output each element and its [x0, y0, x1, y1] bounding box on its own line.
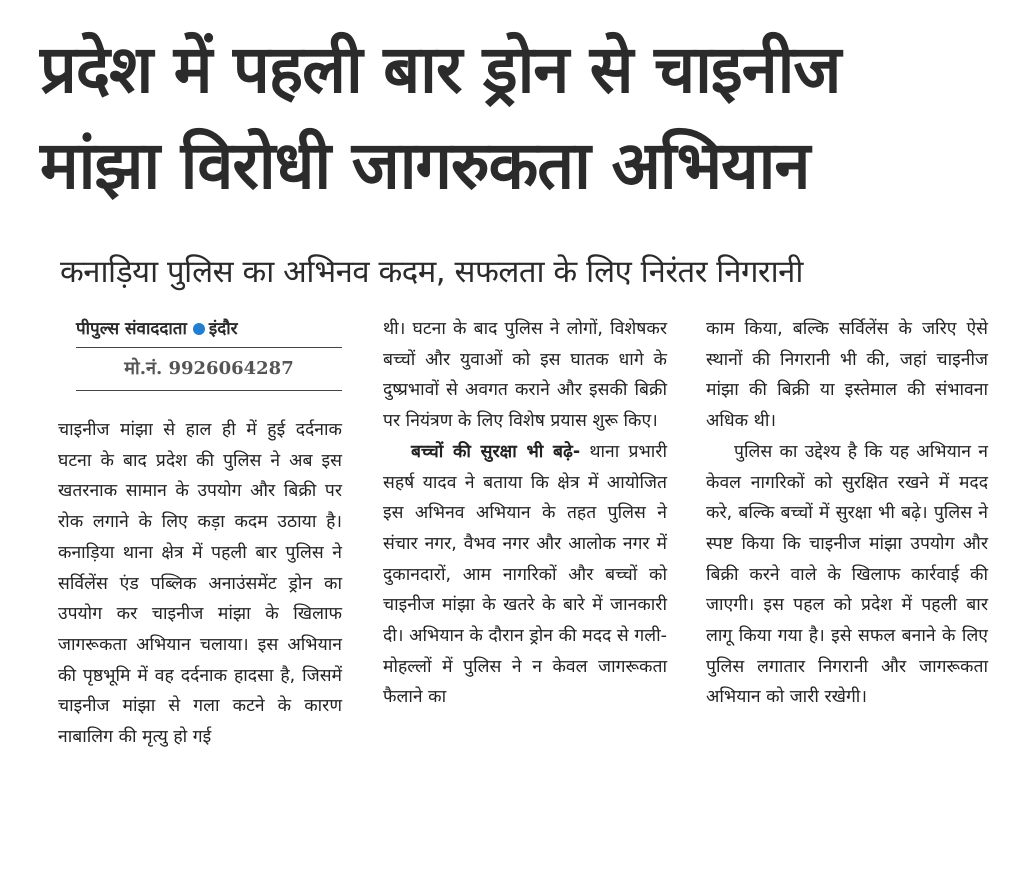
bullet-dot-icon: [193, 323, 205, 335]
headline: प्रदेश में पहली बार ड्रोन से चाइनीज मांझा विरोधी जागरुकता अभियान: [40, 31, 841, 204]
paragraph: काम किया, बल्कि सर्विलेंस के जरिए ऐसे स्थानों की निगरानी भी की, जहां चाइनीज मांझा की बिक्री या इस्तेमाल की संभावना अधिक थी।: [706, 319, 988, 432]
paragraph: थाना प्रभारी सहर्ष यादव ने बताया कि क्षेत्र में आयोजित इस अभिनव अभियान के तहत पुलिस ने संचार नगर, वैभव नगर और आलोक नगर में दुकानदारों, आम नागरिकों और बच्चों को चाइनीज मांझा के खतरे के बारे में जानकारी दी। अभियान के दौरान ड्रोन की मदद से गली-मोहल्लों में पुलिस ने न केवल जागरूकता फैलाने का: [383, 441, 667, 708]
paragraph: चाइनीज मांझा से हाल ही में हुई दर्दनाक घटना के बाद प्रदेश की पुलिस ने अब इस खतरनाक सामान के उपयोग और बिक्री पर रोक लगाने के लिए कड़ा कदम उठाया है। कनाड़िया थाना क्षेत्र में पहली बार पुलिस ने सर्विलेंस एंड पब्लिक अनाउंसमेंट ड्रोन का उपयोग कर चाइनीज मांझा के खिलाफ जागरूकता अभियान चलाया। इस अभियान की पृष्ठभूमि में वह दर्दनाक हादसा है, जिसमें चाइनीज मांझा से गला कटने के कारण नाबालिग की मृत्यु हो गई: [58, 420, 342, 748]
reporter-name: पीपुल्स संवाददाता: [76, 319, 187, 339]
byline: [76, 316, 342, 348]
article-column-3: [706, 314, 988, 713]
reporter-phone: मो.नं. 9926064287: [76, 356, 342, 391]
section-subtitle: बच्चों की सुरक्षा भी बढ़े-: [411, 441, 581, 462]
article-column-2: [383, 314, 667, 713]
section-subtitle-paragraph: [383, 437, 667, 713]
article-column-1: [58, 415, 342, 753]
dateline-city: इंदौर: [208, 319, 238, 339]
subheadline: कनाड़िया पुलिस का अभिनव कदम, सफलता के लिए निरंतर निगरानी: [60, 254, 803, 290]
paragraph: थी। घटना के बाद पुलिस ने लोगों, विशेषकर बच्चों और युवाओं को इस घातक धागे के दुष्प्रभावों से अवगत कराने और इसकी बिक्री पर नियंत्रण के लिए विशेष प्रयास शुरू किए।: [383, 319, 667, 432]
paragraph: पुलिस का उद्देश्य है कि यह अभियान न केवल नागरिकों को सुरक्षित रखने में मदद करे, बल्कि बच्चों में सुरक्षा भी बढ़े। पुलिस ने स्पष्ट किया कि चाइनीज मांझा उपयोग और बिक्री करने वाले के खिलाफ कार्रवाई की जाएगी। इस पहल को प्रदेश में पहली बार लागू किया गया है। इसे सफल बनाने के लिए पुलिस लगातार निगरानी और जागरूकता अभियान को जारी रखेगी।: [706, 441, 988, 708]
